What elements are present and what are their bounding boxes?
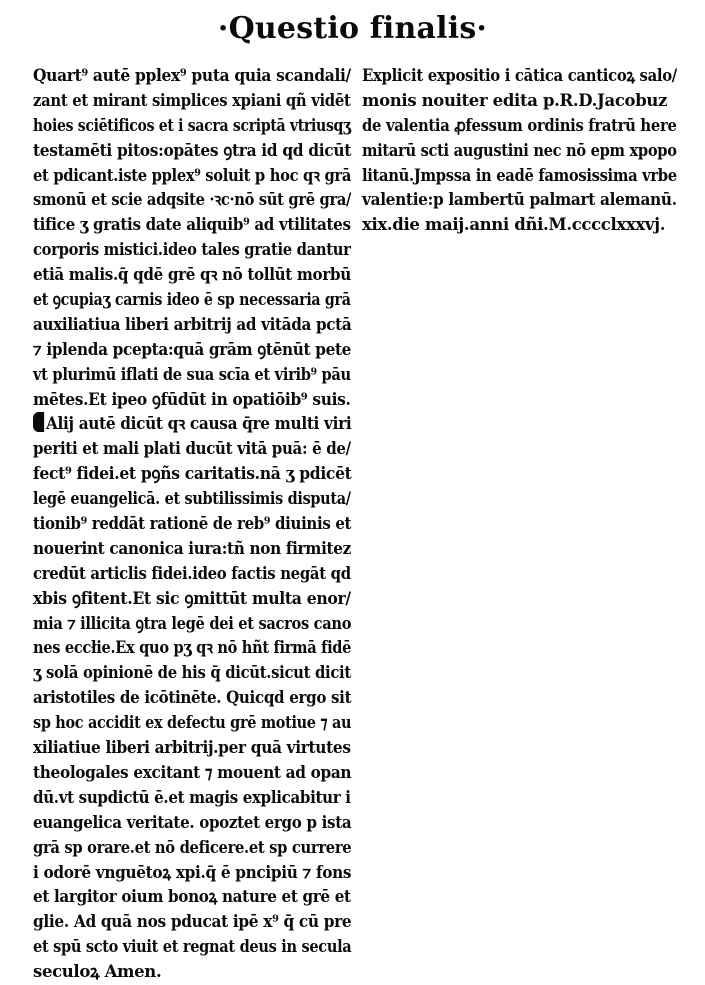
text-line: xiliatiue liberi arbitrij.per quā virtutes xyxy=(33,738,351,758)
text-line: dū.vt supdictū ē.et magis explicabitur i xyxy=(33,787,351,807)
colophon-line: valentie:p lambertū palmart alemanū. xyxy=(362,190,677,210)
text-line: ʒ solā opinionē de his q̄ dicūt.sicut dicit xyxy=(33,663,351,683)
text-line: fect⁹ fidei.et pꝯñs caritatis.nā ʒ pdicēt xyxy=(33,464,352,484)
text-line-content: Alij autē dicūt qꝛ causa q̄re multi viri xyxy=(45,414,352,434)
colophon-column xyxy=(362,64,677,238)
text-line: i odorē vnguētoꝝ xpi.q̄ ē pncipiū ⁊ fons xyxy=(33,862,352,882)
text-line: mētes.Et ipeo ꝯfūdūt in opatiōib⁹ suis. xyxy=(33,389,351,409)
text-line: credūt articlis fidei.ideo factis negāt qd xyxy=(33,563,351,583)
colophon-line: de valentia ꝓfessum ordinis fratrū here xyxy=(362,115,677,135)
page-heading: ·Questio finalis· xyxy=(217,11,488,46)
text-line: theologales excitant ⁊ mouent ad opan xyxy=(33,762,352,782)
text-line: tifice ʒ gratis date aliquib⁹ ad vtilitates xyxy=(33,215,351,235)
text-line: seculoꝝ Amen. xyxy=(33,962,162,982)
text-line: euangelica veritate. opoztet ergo p ista xyxy=(33,812,352,832)
text-line: testamēti pitos:opātes ꝯtra id qd dicūt xyxy=(33,140,352,160)
paragraph-mark-icon xyxy=(33,412,44,432)
colophon-line: litanū.Jmpssa in eadē famosissima vrbe xyxy=(362,165,677,185)
text-line: mia ⁊ illicita ꝯtra legē dei et sacros cano xyxy=(33,613,352,633)
colophon-line: Explicit expositio i cātica canticoꝝ salo/ xyxy=(362,66,677,85)
text-line: Quart⁹ autē pplex⁹ puta quia scandali/ xyxy=(33,66,351,85)
colophon-line: monis nouiter edita p.R.D.Jacobuz xyxy=(362,90,668,110)
text-line: etiā malis.q̄ qdē grē qꝛ nō tollūt morbū xyxy=(33,265,351,285)
text-line: legē euangelicā. et subtilissimis disputa/ xyxy=(33,489,351,509)
text-line: xbis ꝯfitent.Et sic ꝯmittūt multa enor/ xyxy=(33,588,351,608)
text-line: auxiliatiua liberi arbitrij ad vitāda pctā xyxy=(33,314,352,334)
text-line: vt plurimū iflati de sua scīa et virib⁹ pāu xyxy=(33,364,351,384)
text-line: tionib⁹ reddāt rationē de reb⁹ diuinis et xyxy=(33,514,352,534)
text-line: corporis mistici.ideo tales gratie dantur xyxy=(33,240,351,260)
text-line: glie. Ad quā nos pducat ipē x⁹ q̄ cū pre xyxy=(33,912,352,932)
text-line: et pdicant.iste pplex⁹ soluit p hoc qꝛ grā xyxy=(33,165,352,185)
colophon-line: xix.die maij.anni dñi.M.cccclxxxvj. xyxy=(362,215,666,235)
main-text-column xyxy=(33,64,351,985)
text-line: et ꝯcupiaʒ carnis ideo ē sp necessaria grā xyxy=(33,290,351,310)
text-line: smonū et scie adqsite ·ꝛc·nō sūt grē gra/ xyxy=(33,190,352,210)
text-line: grā sp orare.et nō deficere.et sp currere xyxy=(33,837,352,857)
text-line: periti et mali plati ducūt vitā puā: ē de/ xyxy=(33,439,351,459)
text-line: nouerint canonica iura:tñ non firmitez xyxy=(33,538,351,558)
colophon-line: mitarū scti augustini nec nō epm xpopo xyxy=(362,140,677,160)
text-line: aristotiles de icōtinēte. Quicqd ergo sit xyxy=(33,688,352,708)
text-line: sp hoc accidit ex defectu grē motiue ⁊ au xyxy=(33,713,352,733)
text-line: ⁊ iplenda pcepta:quā grām ꝯtēnūt pete xyxy=(33,339,352,359)
text-line: et spū scto viuit et regnat deus in secula xyxy=(33,937,352,957)
text-line: nes eccłie.Ex quo pʒ qꝛ nō hñt firmā fidē xyxy=(33,638,352,658)
text-line: et largitor oium bonoꝝ nature et grē et xyxy=(33,887,351,907)
text-line: hoies sciētificos et i sacra scriptā vtriusqʒ xyxy=(33,115,351,135)
text-line xyxy=(33,412,352,437)
text-line: zant et mirant simplices xpiani qñ vidēt xyxy=(33,90,351,110)
